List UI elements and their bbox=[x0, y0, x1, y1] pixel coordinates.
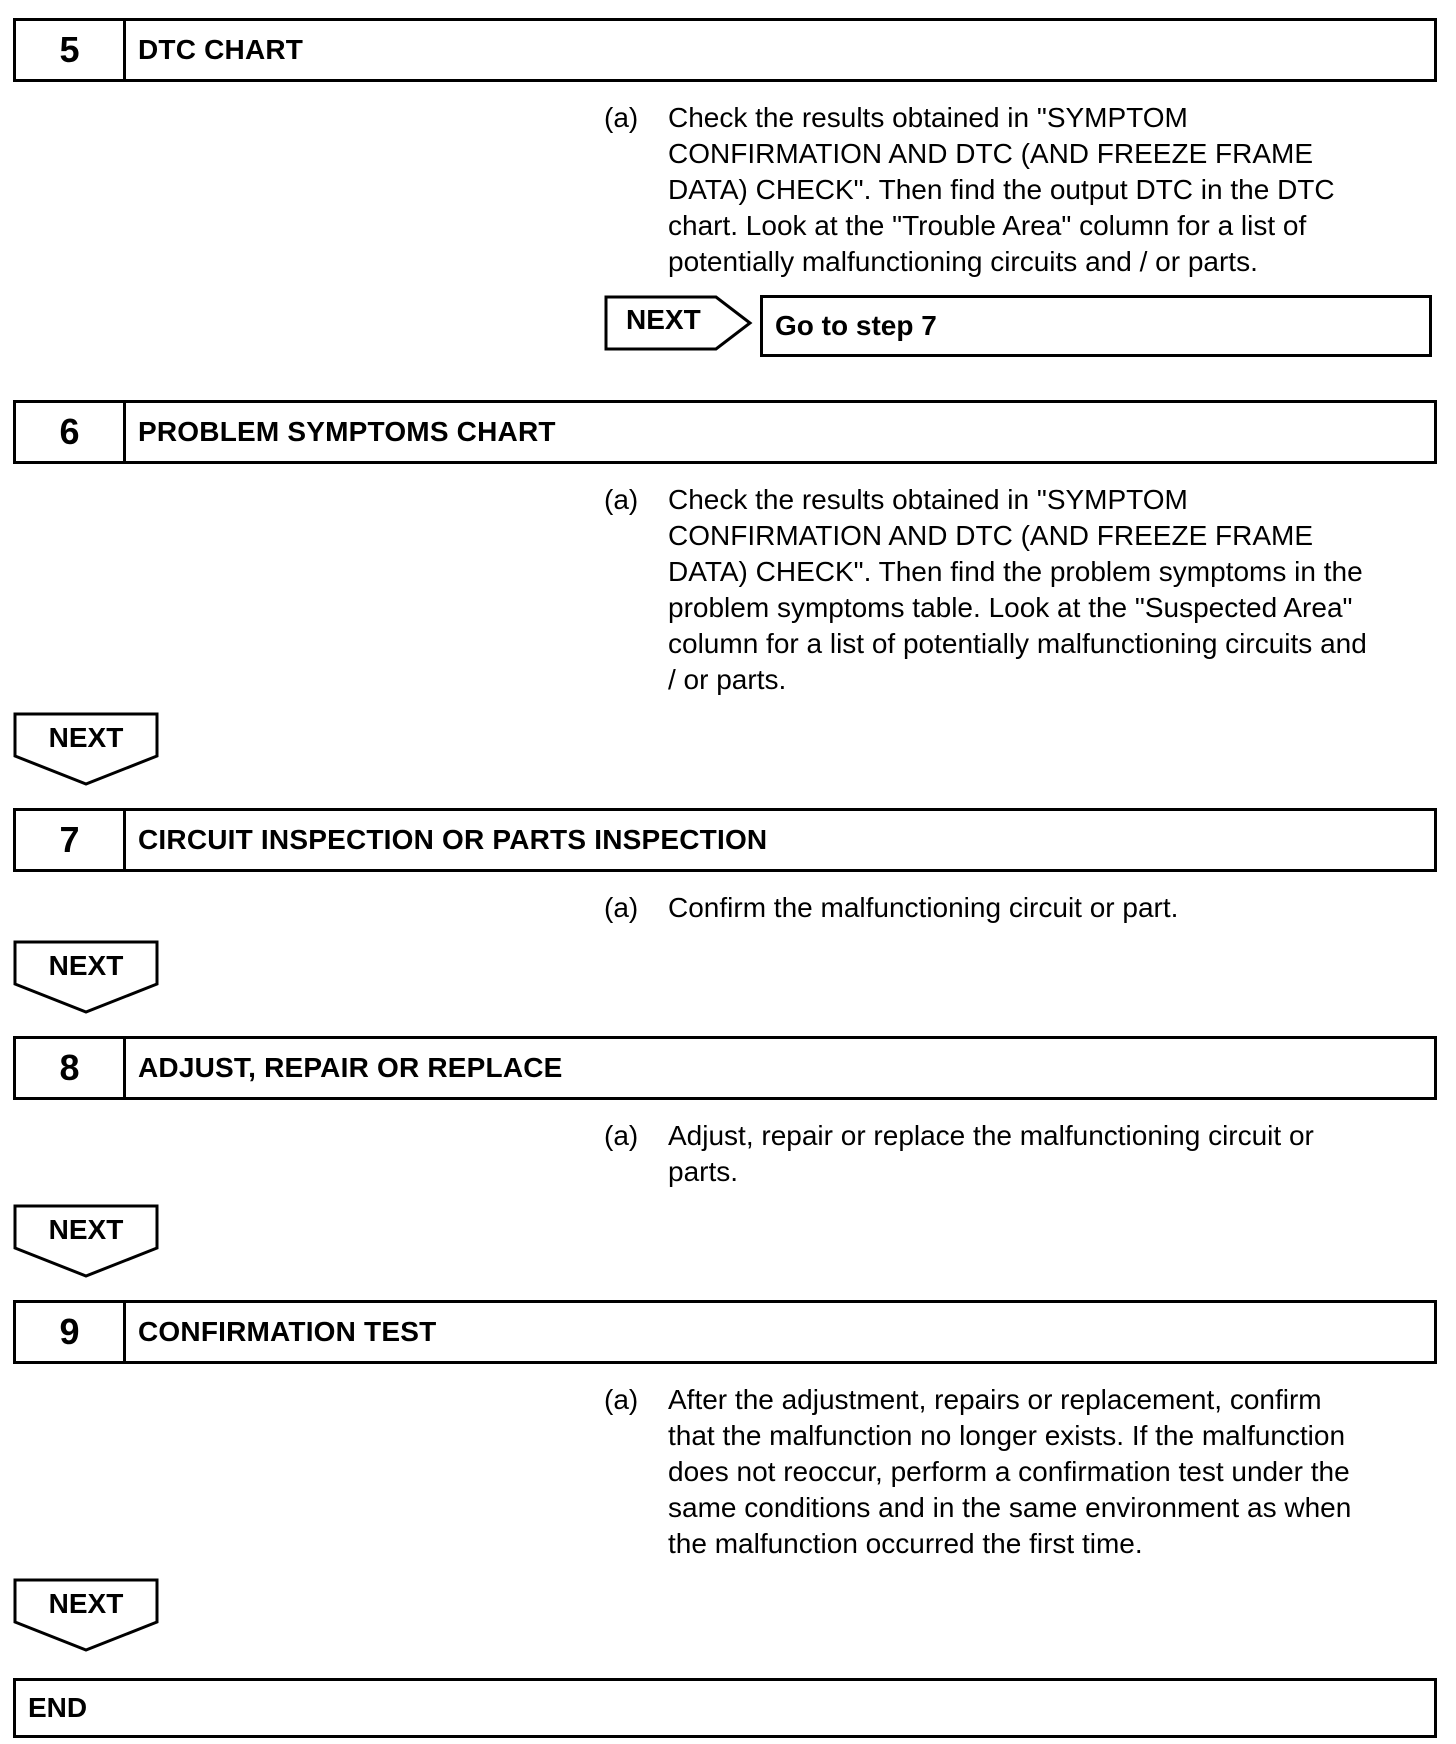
step-number: 9 bbox=[16, 1303, 126, 1361]
step-title: CONFIRMATION TEST bbox=[138, 1316, 437, 1347]
next-arrow-down[interactable] bbox=[13, 940, 159, 1014]
next-arrow-down[interactable] bbox=[13, 1578, 159, 1652]
next-arrow-down[interactable] bbox=[13, 712, 159, 786]
step-number: 5 bbox=[16, 21, 126, 79]
step-number: 8 bbox=[16, 1039, 126, 1097]
next-label: NEXT bbox=[48, 722, 124, 753]
step-9-header bbox=[13, 1300, 1437, 1364]
step-title: ADJUST, REPAIR OR REPLACE bbox=[138, 1052, 563, 1083]
step-8-header bbox=[13, 1036, 1437, 1100]
step-number: 7 bbox=[16, 811, 126, 869]
step-title: DTC CHART bbox=[138, 34, 304, 65]
step-6-header bbox=[13, 400, 1437, 464]
step-title: PROBLEM SYMPTOMS CHART bbox=[138, 416, 556, 447]
next-label: NEXT bbox=[48, 1214, 124, 1245]
next-label: NEXT bbox=[48, 1588, 124, 1619]
instruction-label: (a) bbox=[604, 484, 639, 515]
instruction-text: Check the results obtained in "SYMPTOM CONFIRMATION AND DTC (AND FREEZE FRAME DATA) CHECK". Then find the problem symptoms in the problem symptoms table. Look at the "Suspected Area" column for a list of potentially malfunctioning circuits and / or parts. bbox=[668, 484, 1367, 695]
next-label: NEXT bbox=[626, 304, 701, 335]
step-title: CIRCUIT INSPECTION OR PARTS INSPECTION bbox=[138, 824, 768, 855]
instruction-text: Adjust, repair or replace the malfunctioning circuit or parts. bbox=[668, 1120, 1314, 1187]
step-7-header bbox=[13, 808, 1437, 872]
next-arrow-right[interactable] bbox=[604, 292, 754, 354]
step-number: 6 bbox=[16, 403, 126, 461]
step-6-instruction bbox=[604, 482, 1444, 698]
instruction-label: (a) bbox=[604, 892, 639, 923]
step-5-instruction bbox=[604, 100, 1444, 280]
instruction-label: (a) bbox=[604, 102, 639, 133]
step-8-instruction bbox=[604, 1118, 1444, 1190]
end-box: END bbox=[13, 1678, 1437, 1738]
instruction-label: (a) bbox=[604, 1384, 639, 1415]
instruction-text: Check the results obtained in "SYMPTOM CONFIRMATION AND DTC (AND FREEZE FRAME DATA) CHECK". Then find the output DTC in the DTC chart. Look at the "Trouble Area" column for a list of potentially malfunctioning circuits and / or parts. bbox=[668, 102, 1335, 277]
next-label: NEXT bbox=[48, 950, 124, 981]
instruction-text: After the adjustment, repairs or replacement, confirm that the malfunction no longer exists. If the malfunction does not reoccur, perform a confirmation test under the same conditions and in the same environment as when the malfunction occurred the first time. bbox=[668, 1384, 1352, 1559]
instruction-label: (a) bbox=[604, 1120, 639, 1151]
next-arrow-down[interactable] bbox=[13, 1204, 159, 1278]
step-7-instruction bbox=[604, 890, 1444, 926]
step-5-header bbox=[13, 18, 1437, 82]
instruction-text: Confirm the malfunctioning circuit or part. bbox=[668, 892, 1179, 923]
step-9-instruction bbox=[604, 1382, 1444, 1562]
goto-step-box[interactable]: Go to step 7 bbox=[760, 295, 1432, 357]
